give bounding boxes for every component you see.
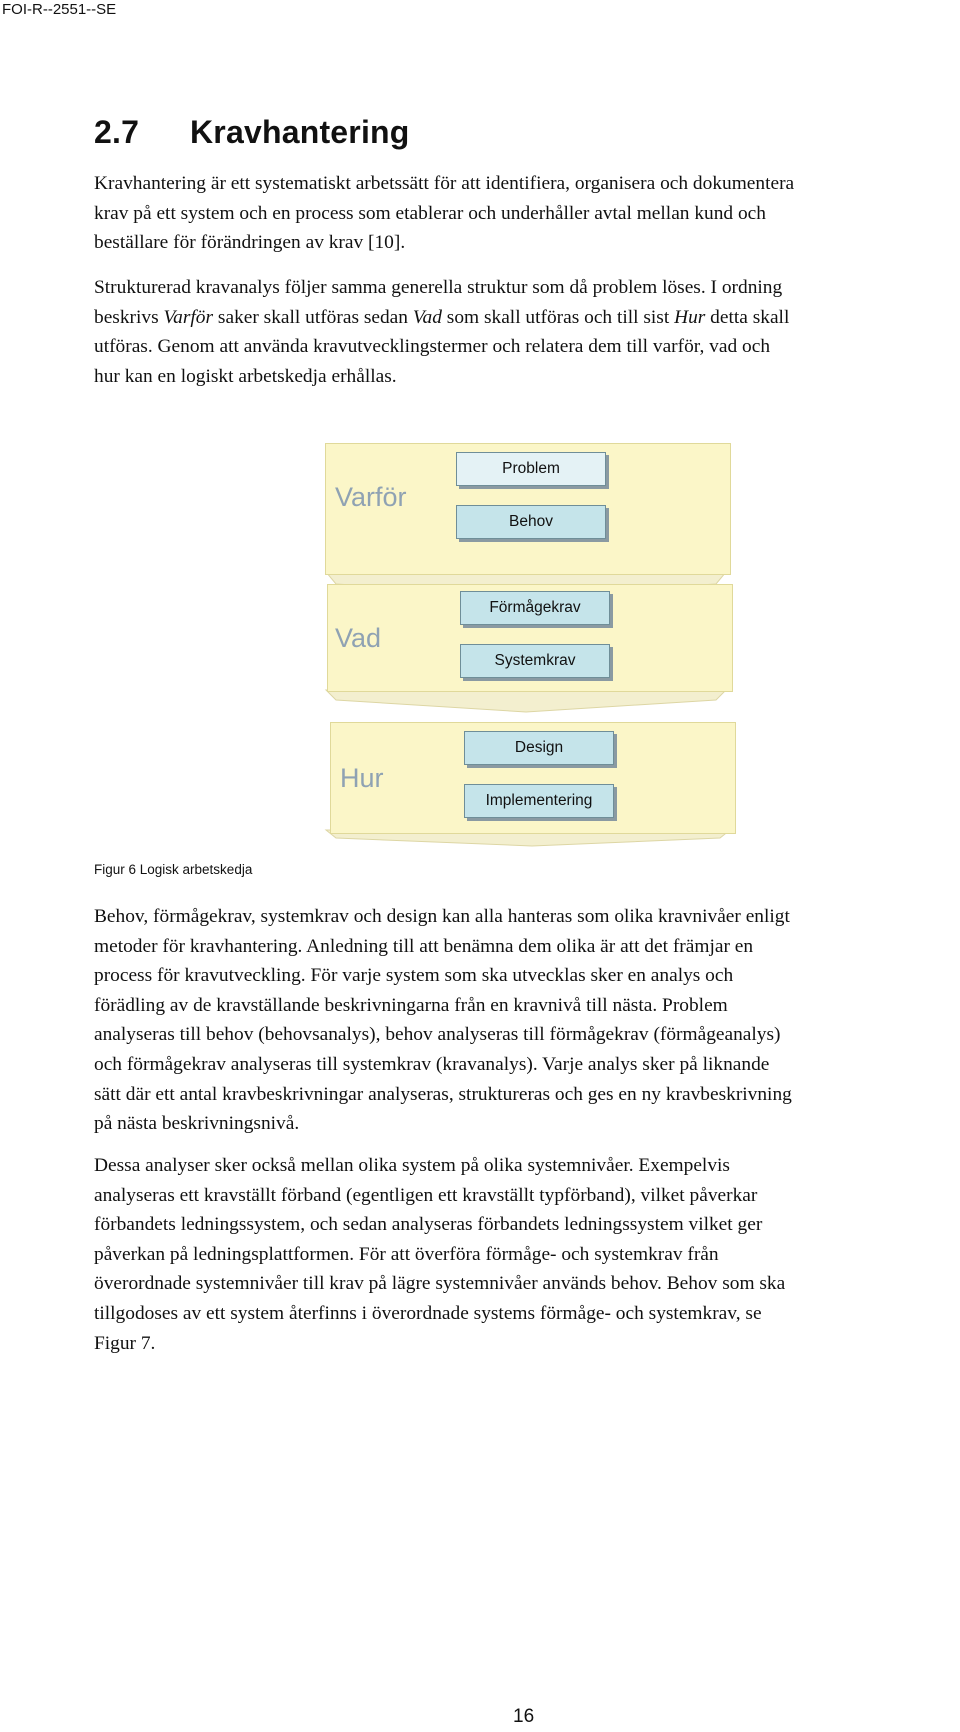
box-systemkrav: Systemkrav (460, 644, 610, 678)
text-line: krav på ett system och en process som etablerar och underhåller avtal mellan kund och (94, 202, 766, 224)
paragraph-system-levels (94, 1151, 960, 1358)
text-line: hur kan en logiskt arbetskedja erhållas. (94, 365, 397, 387)
text-line: utföras. Genom att använda kravutvecklingstermer och relatera dem till varför, vad och (94, 336, 771, 358)
box-problem: Problem (456, 452, 606, 486)
text-line: Behov, förmågekrav, systemkrav och design kan alla hanteras som olika kravnivåer enligt (94, 906, 790, 927)
text-line: överordnade systemnivåer till krav på lägre systemnivåer används behov. Behov som ska (94, 1273, 786, 1295)
emphasis-vad: Vad (412, 306, 442, 328)
text-line: förädling av de kravställande beskrivningarna från en kravnivå till nästa. Problem (94, 994, 728, 1016)
stage-label-varfor: Varför (335, 482, 407, 512)
text-line: beskrivs Varför saker skall utföras sedan Vad som skall utföras och till sist Hur detta skall (94, 306, 790, 328)
text-line: Dessa analyser sker också mellan olika system på olika systemnivåer. Exempelvis (94, 1155, 730, 1176)
text-line: analyseras ett kravställt förband (egentligen ett kravställt typförband), vilket påverkar (94, 1184, 758, 1206)
emphasis-varfor: Varför (163, 306, 214, 328)
text-line: sätt där ett antal kravbeskrivningar analyseras, struktureras och ges en ny kravbeskrivning (94, 1083, 792, 1105)
text-line: på nästa beskrivningsnivå. (94, 1113, 300, 1135)
emphasis-hur: Hur (674, 306, 706, 328)
section-number: 2.7 (94, 114, 140, 150)
text-line: analyseras till behov (behovsanalys), behov analyseras till förmågekrav (förmågeanalys) (94, 1024, 781, 1046)
section-title: Kravhantering (190, 114, 410, 150)
box-behov: Behov (456, 505, 606, 539)
box-implementering: Implementering (464, 784, 614, 818)
page-number: 16 (513, 1706, 535, 1727)
text-line: metoder för kravhantering. Anledning till att benämna dem olika är att det främjar en (94, 935, 754, 957)
text-line: process för kravutveckling. För varje system som ska utvecklas sker en analys och (94, 965, 734, 987)
text-line: förbandets ledningssystem, och sedan analyseras förbandets ledningssystem vilket ger (94, 1214, 763, 1236)
figure-caption: Figur 6 Logisk arbetskedja (94, 862, 253, 877)
stage-label-hur: Hur (340, 763, 384, 793)
text-line: tillgodoses av ett system återfinns i överordnade systems förmåge- och systemkrav, se (94, 1302, 762, 1324)
text-line: beställare för förändringen av krav [10]. (94, 232, 406, 254)
arrow-vad (326, 690, 726, 712)
text-line: Kravhantering är ett systematiskt arbetssätt för att identifiera, organisera och dokumentera (94, 173, 795, 194)
text-line: påverkan på ledningsplattformen. För att överföra förmåge- och systemkrav från (94, 1243, 719, 1265)
text-line: och förmågekrav analyseras till systemkrav (kravanalys). Varje analys sker på liknande (94, 1053, 770, 1075)
text-line: Figur 7. (94, 1332, 156, 1354)
box-formagekrav: Förmågekrav (460, 591, 610, 625)
report-id: FOI-R--2551--SE (2, 1, 117, 18)
paragraph-levels (94, 902, 960, 1139)
box-design: Design (464, 731, 614, 765)
stage-label-vad: Vad (335, 623, 382, 653)
text-line: Strukturerad kravanalys följer samma generella struktur som då problem löses. I ordning (94, 277, 783, 298)
